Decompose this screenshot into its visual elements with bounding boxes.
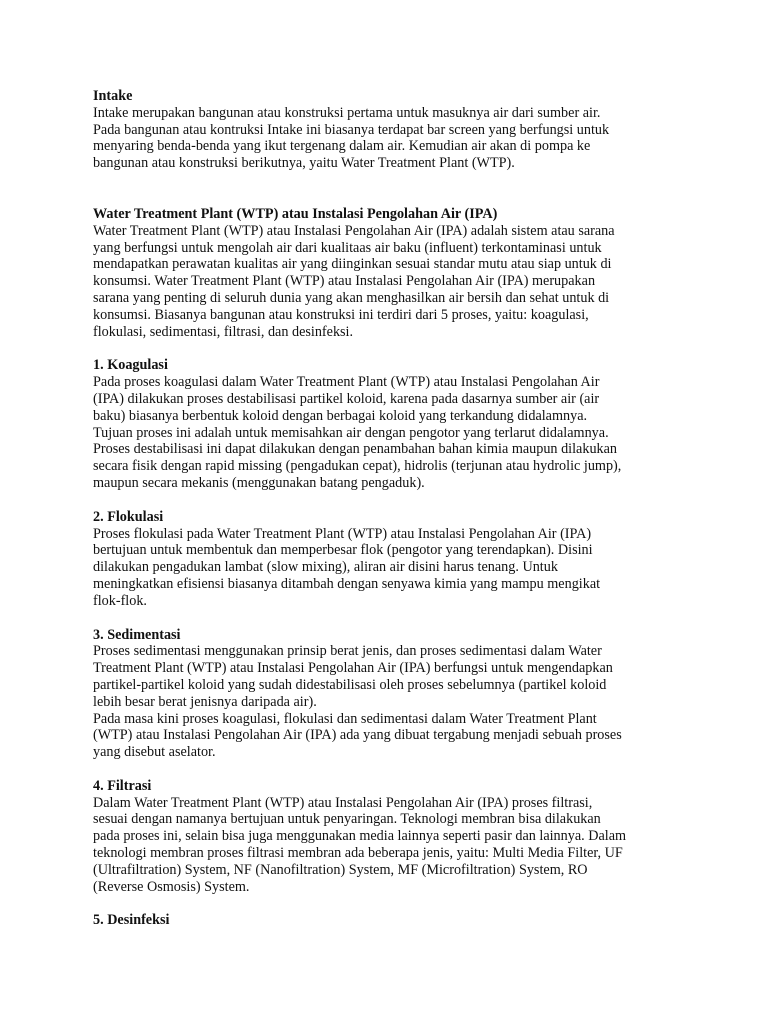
spacer [93, 340, 683, 357]
section-flokulasi [93, 509, 683, 610]
section-filtrasi [93, 778, 683, 896]
text-line: secara fisik dengan rapid missing (pengadukan cepat), hidrolis (terjunan atau hydrolic jump), [93, 458, 622, 475]
text-line: Proses sedimentasi menggunakan prinsip berat jenis, dan proses sedimentasi dalam Water [93, 643, 602, 660]
text-line: sarana yang penting di seluruh dunia yang akan menghasilkan air bersih dan sehat untuk di [93, 289, 610, 306]
text-line: Proses flokulasi pada Water Treatment Plant (WTP) atau Instalasi Pengolahan Air (IPA) [93, 525, 592, 542]
text-line: mendapatkan perawatan kualitas air yang diinginkan sesuai standar mutu atau siap untuk di [93, 256, 612, 273]
text-line: Proses destabilisasi ini dapat dilakukan dengan penambahan bahan kimia maupun dilakukan [93, 441, 618, 458]
text-line: yang disebut aselator. [93, 744, 216, 761]
section-koagulasi [93, 357, 683, 491]
section-heading: Intake [93, 88, 133, 104]
text-line: maupun secara mekanis (menggunakan batang pengaduk). [93, 474, 425, 491]
text-line: flok-flok. [93, 592, 147, 609]
text-line: partikel-partikel koloid yang sudah didestabilisasi oleh proses sebelumnya (partikel koloid [93, 676, 607, 693]
text-line: menyaring benda-benda yang ikut tergenang dalam air. Kemudian air akan di pompa ke [93, 138, 591, 155]
text-line: bangunan atau konstruksi berikutnya, yaitu Water Treatment Plant (WTP). [93, 155, 515, 172]
text-line: (IPA) dilakukan proses destabilisasi partikel koloid, karena pada dasarnya sumber air (air [93, 390, 600, 407]
text-line: konsumsi. Water Treatment Plant (WTP) atau Instalasi Pengolahan Air (IPA) merupakan [93, 273, 596, 290]
text-line: sesuai dengan namanya bertujuan untuk penyaringan. Teknologi membran bisa dilakukan [93, 811, 601, 828]
text-line: yang berfungsi untuk mengolah air dari kualitaas air baku (influent) terkontaminasi untuk [93, 239, 602, 256]
text-line: flokulasi, sedimentasi, filtrasi, dan desinfeksi. [93, 323, 354, 340]
spacer [93, 895, 683, 912]
text-line: (Ultrafiltration) System, NF (Nanofiltration) System, MF (Microfiltration) System, RO [93, 861, 588, 878]
section-heading: 1. Koagulasi [93, 357, 168, 374]
section-heading: 5. Desinfeksi [93, 912, 170, 929]
text-line: Pada proses koagulasi dalam Water Treatment Plant (WTP) atau Instalasi Pengolahan Air [93, 374, 600, 391]
spacer [93, 761, 683, 778]
section-intake [93, 88, 683, 172]
text-line: teknologi membran proses filtrasi membran ada beberapa jenis, yaitu: Multi Media Filter, UF [93, 845, 623, 862]
spacer [93, 172, 683, 206]
paragraph [93, 795, 683, 896]
paragraph [93, 105, 683, 172]
paragraph [93, 643, 683, 710]
paragraph [93, 711, 683, 761]
text-line: Tujuan proses ini adalah untuk memisahkan air dengan pengotor yang terlarut didalamnya. [93, 424, 609, 441]
paragraph [93, 526, 683, 610]
section-wtp [93, 206, 683, 340]
section-heading: Water Treatment Plant (WTP) atau Instalasi Pengolahan Air (IPA) [93, 205, 498, 222]
text-line: Water Treatment Plant (WTP) atau Instalasi Pengolahan Air (IPA) adalah sistem atau sarana [93, 222, 615, 239]
spacer [93, 492, 683, 509]
text-line: baku) biasanya berbentuk koloid dengan berbagai koloid yang terkandung didalamnya. [93, 407, 588, 424]
text-line: Pada masa kini proses koagulasi, flokulasi dan sedimentasi dalam Water Treatment Plant [93, 710, 597, 727]
text-line: dilakukan pengadukan lambat (slow mixing), aliran air disini harus tenang. Untuk [93, 559, 558, 576]
text-line: bertujuan untuk membentuk dan memperbesar flok (pengotor yang terendapkan). Disini [93, 542, 593, 559]
text-line: pada proses ini, selain bisa juga menggunakan media lainnya seperti pasir dan lainnya. Dalam [93, 828, 627, 845]
section-heading: 2. Flokulasi [93, 508, 164, 525]
text-line: konsumsi. Biasanya bangunan atau konstruksi ini terdiri dari 5 proses, yaitu: koagulasi, [93, 306, 589, 323]
text-line: Treatment Plant (WTP) atau Instalasi Pengolahan Air (IPA) berfungsi untuk mengendapkan [93, 660, 613, 677]
paragraph [93, 374, 683, 492]
section-sedimentasi [93, 627, 683, 761]
section-heading: 3. Sedimentasi [93, 626, 181, 643]
text-line: (Reverse Osmosis) System. [93, 878, 250, 895]
section-desinfeksi [93, 912, 683, 929]
text-line: (WTP) atau Instalasi Pengolahan Air (IPA) ada yang dibuat tergabung menjadi sebuah proses [93, 727, 622, 744]
document-page [93, 88, 683, 929]
paragraph [93, 223, 683, 341]
text-line: meningkatkan efisiensi biasanya ditambah dengan senyawa kimia yang mampu mengikat [93, 575, 601, 592]
section-heading: 4. Filtrasi [93, 777, 152, 794]
text-line: Pada bangunan atau kontruksi Intake ini biasanya terdapat bar screen yang berfungsi untuk [93, 121, 610, 138]
text-line: lebih besar berat jenisnya daripada air). [93, 693, 317, 710]
text-line: Dalam Water Treatment Plant (WTP) atau Instalasi Pengolahan Air (IPA) proses filtrasi, [93, 794, 593, 811]
spacer [93, 610, 683, 627]
text-line: Intake merupakan bangunan atau konstruksi pertama untuk masuknya air dari sumber air. [93, 104, 601, 121]
